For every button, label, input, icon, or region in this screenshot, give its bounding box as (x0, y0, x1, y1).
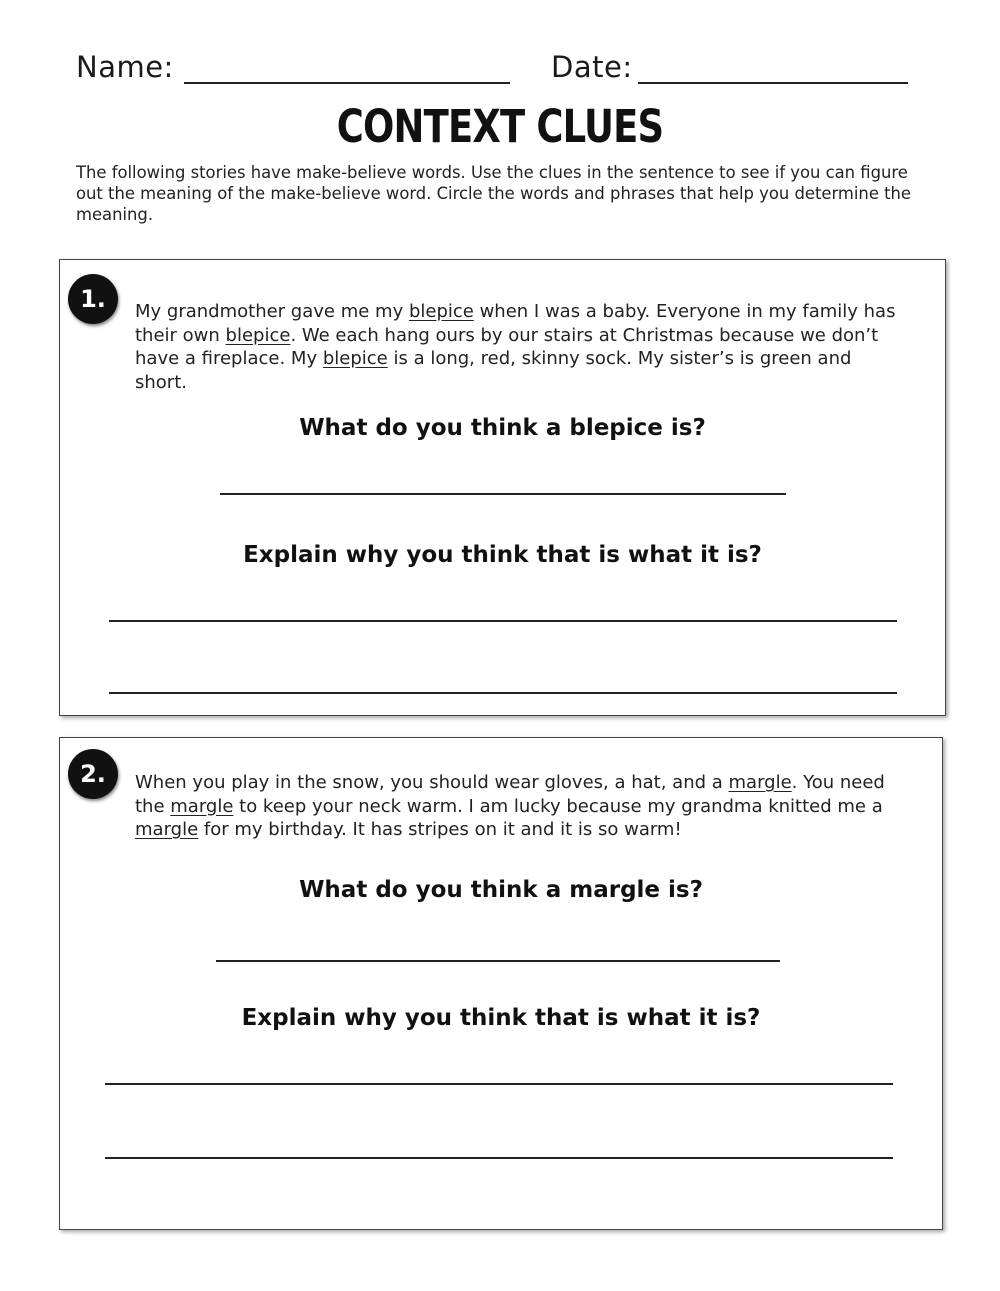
instructions: The following stories have make-believe words. Use the clues in the sentence to see if you can figure out the meaning of the make-believe word. Circle the words and phrases that help you determine the meaning. (76, 163, 912, 224)
answer-line[interactable] (105, 1157, 893, 1159)
make-believe-word: margle (170, 795, 234, 817)
answer-line[interactable] (216, 960, 780, 962)
story-text: My grandmother gave me my blepice when I was a baby. Everyone in my family has their own blepice. We each hang ours by our stairs at Christmas because we don’t have a fireplace. My blepice is a long, red, skinny sock. My sister’s is green and short. (135, 301, 896, 393)
name-label: Name: (76, 50, 174, 84)
story-text: When you play in the snow, you should wear gloves, a hat, and a margle. You need the margle to keep your neck warm. I am lucky because my grandma knitted me a margle for my birthday. It has stripes on it and it is so warm! (135, 772, 885, 840)
story-box-2 (59, 737, 943, 1230)
answer-line[interactable] (109, 620, 897, 622)
question-meaning: What do you think a blepice is? (299, 415, 706, 441)
question-explain: Explain why you think that is what it is? (243, 542, 762, 568)
number-badge: 1. (68, 274, 118, 324)
date-input-line[interactable] (638, 82, 908, 84)
answer-line[interactable] (220, 493, 786, 495)
make-believe-word: blepice (322, 348, 388, 369)
make-believe-word: blepice (225, 324, 291, 346)
header-row (0, 50, 1000, 90)
answer-line[interactable] (105, 1083, 893, 1085)
make-believe-word: blepice (408, 301, 474, 322)
page-title: CONTEXT CLUES (336, 100, 664, 153)
answer-line[interactable] (109, 692, 897, 694)
name-input-line[interactable] (184, 82, 510, 84)
date-label: Date: (551, 50, 633, 84)
make-believe-word: margle (728, 772, 792, 793)
question-explain: Explain why you think that is what it is? (241, 1005, 761, 1031)
make-believe-word: margle (135, 819, 199, 840)
story-box-1 (59, 259, 946, 716)
question-meaning: What do you think a margle is? (299, 877, 703, 903)
number-badge: 2. (68, 749, 118, 799)
